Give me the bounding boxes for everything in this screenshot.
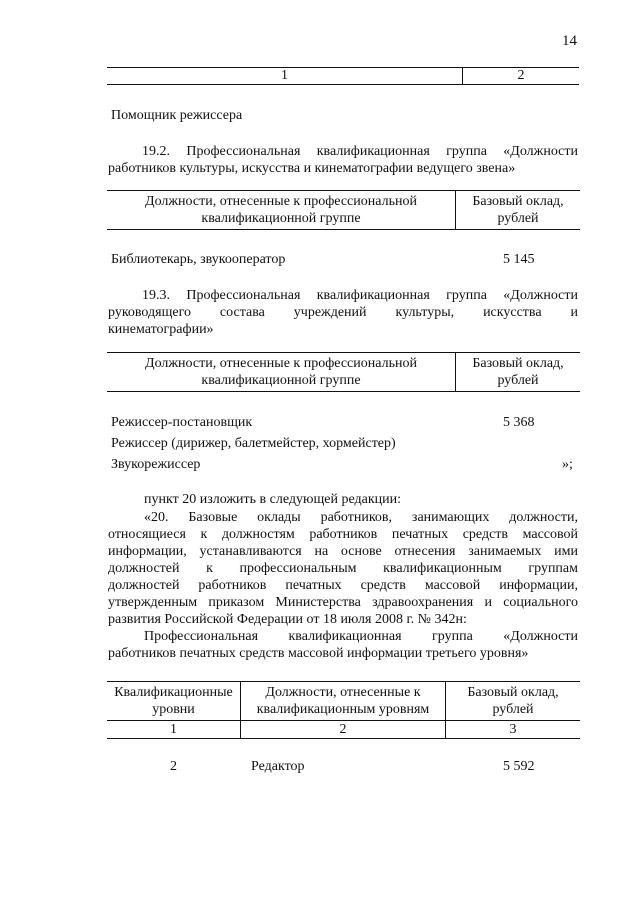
col-header-line: рублей — [497, 211, 539, 226]
section-19-3-line3: кинематографии» — [108, 322, 214, 337]
point-20-intro: пункт 20 изложить в следующей редакции: — [144, 492, 401, 507]
position-librarian: Библиотекарь, звукооператор — [111, 252, 286, 267]
col-header-line: рублей — [497, 373, 539, 388]
col-header-line: Квалификационные — [114, 685, 233, 700]
position-stage-director: Режиссер-постановщик — [111, 415, 253, 430]
section-19-2-col-position — [107, 191, 456, 230]
point-20-num-1: 1 — [107, 721, 241, 739]
page-number: 14 — [562, 33, 577, 49]
point-20-col-positions — [241, 682, 446, 721]
point-20-col-salary — [446, 682, 581, 721]
point-20-line: утвержденным приказом Министерства здравоохранения и социального — [108, 595, 578, 610]
col-header-line: квалификационным уровням — [256, 702, 430, 717]
section-19-3-col-position — [107, 353, 456, 392]
col-header-line: Базовый оклад, — [472, 194, 564, 209]
col-header-line: рублей — [492, 702, 534, 717]
point-20-group-line1: Профессиональная квалификационная группа «Должности — [144, 629, 578, 644]
section-19-2-heading — [108, 143, 578, 177]
point-20-line: должностей работников печатных средств массовой информации, — [108, 578, 578, 593]
point-20-col-levels — [107, 682, 241, 721]
point-20-line: развития Российской Федерации от 18 июля 2008 г. № 342н: — [108, 612, 467, 627]
section-19-3-col-salary — [456, 353, 581, 392]
position-sound-director: Звукорежиссер — [111, 457, 201, 472]
point-20-line: «20. Базовые оклады работников, занимающих должности, — [144, 510, 578, 525]
col-header-line: Должности, отнесенные к профессиональной — [145, 356, 417, 371]
header-col-1: 1 — [107, 68, 463, 85]
section-19-3-line2: руководящего состава учреждений культуры, искусства и — [108, 305, 578, 320]
point-20-group-line2: работников печатных средств массовой информации третьего уровня» — [108, 646, 529, 661]
col-header-line: квалификационной группе — [201, 211, 361, 226]
salary-editor: 5 592 — [503, 759, 535, 774]
closing-quote: »; — [562, 457, 573, 472]
point-20-line: должностей к профессиональным квалификационным группам — [108, 561, 578, 576]
point-20-line: информации, устанавливаются на основе отнесения занимаемых ими — [108, 544, 578, 559]
section-19-3-heading — [108, 287, 578, 338]
col-header-line: квалификационной группе — [201, 373, 361, 388]
position-editor: Редактор — [251, 759, 305, 774]
assistant-director-line: Помощник режиссера — [111, 108, 243, 123]
col-header-line: Должности, отнесенные к — [265, 685, 421, 700]
col-header-line: уровни — [152, 702, 195, 717]
point-20-num-2: 2 — [241, 721, 446, 739]
level-editor: 2 — [170, 759, 177, 774]
col-header-line: Должности, отнесенные к профессиональной — [145, 194, 417, 209]
header-col-2: 2 — [463, 68, 580, 85]
point-20-body — [108, 509, 578, 662]
salary-librarian: 5 145 — [503, 252, 535, 267]
position-director-conductor: Режиссер (дирижер, балетмейстер, хормейстер) — [111, 436, 396, 451]
col-header-line: Базовый оклад, — [472, 356, 564, 371]
section-19-3-line1: 19.3. Профессиональная квалификационная группа «Должности — [142, 288, 578, 303]
section-19-2-table — [107, 190, 580, 230]
col-header-line: Базовый оклад, — [467, 685, 559, 700]
salary-stage-director: 5 368 — [503, 415, 535, 430]
header-column-table — [107, 67, 579, 85]
point-20-table — [107, 681, 580, 739]
section-19-3-table — [107, 352, 580, 392]
section-19-2-line2: работников культуры, искусства и кинематографии ведущего звена» — [108, 161, 516, 176]
section-19-2-col-salary — [456, 191, 581, 230]
section-19-2-line1: 19.2. Профессиональная квалификационная группа «Должности — [142, 144, 578, 159]
point-20-num-3: 3 — [446, 721, 581, 739]
point-20-line: относящиеся к должностям работников печатных средств массовой — [108, 527, 578, 542]
